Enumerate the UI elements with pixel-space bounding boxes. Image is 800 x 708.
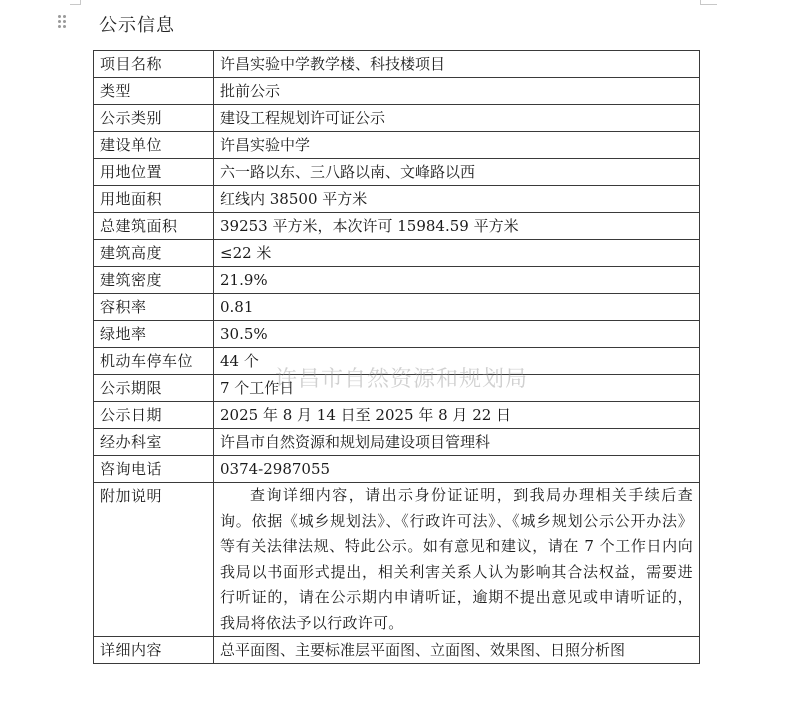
row-label: 详细内容 [94, 637, 214, 664]
row-value: 0.81 [214, 294, 700, 321]
table-row [94, 402, 700, 429]
row-value: 7 个工作日 [214, 375, 700, 402]
table-row [94, 159, 700, 186]
additional-notes-text: 查询详细内容，请出示身份证证明，到我局办理相关手续后查询。依据《城乡规划法》、《行政许可法》、《城乡规划公示公开办法》等有关法律法规、特此公示。如有意见和建议，请在 7 个工作日内向我局以书面形式提出，相关利害关系人认为影响其合法权益，需要进行听证的，请在公示期内申请听证，逾期不提出意见或申请听证的，我局将依法予以行政许可。 [220, 486, 693, 632]
row-label: 建设单位 [94, 132, 214, 159]
row-value: 总平面图、主要标准层平面图、立面图、效果图、日照分析图 [214, 637, 700, 664]
table-row [94, 637, 700, 664]
table-row [94, 186, 700, 213]
row-value: 39253 平方米，本次许可 15984.59 平方米 [214, 213, 700, 240]
page-corner-mark-left [70, 0, 81, 5]
table-row [94, 132, 700, 159]
row-label: 经办科室 [94, 429, 214, 456]
row-value: 21.9% [214, 267, 700, 294]
row-value: 批前公示 [214, 78, 700, 105]
row-label: 用地位置 [94, 159, 214, 186]
page-corner-mark-right [700, 0, 717, 5]
row-label: 机动车停车位 [94, 348, 214, 375]
row-value [214, 483, 700, 637]
row-label: 建筑高度 [94, 240, 214, 267]
table-row [94, 348, 700, 375]
info-table [93, 50, 700, 664]
table-row [94, 213, 700, 240]
row-label: 用地面积 [94, 186, 214, 213]
row-value: 30.5% [214, 321, 700, 348]
table-row [94, 105, 700, 132]
row-value: 六一路以东、三八路以南、文峰路以西 [214, 159, 700, 186]
row-label: 附加说明 [94, 483, 214, 637]
row-value: 许昌实验中学 [214, 132, 700, 159]
row-label: 类型 [94, 78, 214, 105]
table-row [94, 78, 700, 105]
table-row [94, 321, 700, 348]
table-row [94, 456, 700, 483]
row-label: 公示期限 [94, 375, 214, 402]
row-label: 总建筑面积 [94, 213, 214, 240]
table-row [94, 429, 700, 456]
row-value: 许昌市自然资源和规划局建设项目管理科 [214, 429, 700, 456]
row-value: 0374-2987055 [214, 456, 700, 483]
table-row [94, 267, 700, 294]
row-value: 44 个 [214, 348, 700, 375]
row-value: 2025 年 8 月 14 日至 2025 年 8 月 22 日 [214, 402, 700, 429]
row-label: 项目名称 [94, 51, 214, 78]
row-label: 绿地率 [94, 321, 214, 348]
table-row [94, 51, 700, 78]
row-label: 容积率 [94, 294, 214, 321]
section-heading: 公示信息 [99, 15, 175, 36]
row-value: ≤22 米 [214, 240, 700, 267]
table-row [94, 483, 700, 637]
drag-handle-icon[interactable] [58, 15, 66, 29]
watermark: 许昌市自然资源和规划局 [275, 367, 529, 392]
row-label: 咨询电话 [94, 456, 214, 483]
row-label: 公示日期 [94, 402, 214, 429]
table-row [94, 240, 700, 267]
row-label: 公示类别 [94, 105, 214, 132]
row-value: 红线内 38500 平方米 [214, 186, 700, 213]
table-row [94, 294, 700, 321]
row-value: 许昌实验中学教学楼、科技楼项目 [214, 51, 700, 78]
row-value: 建设工程规划许可证公示 [214, 105, 700, 132]
table-row [94, 375, 700, 402]
row-label: 建筑密度 [94, 267, 214, 294]
